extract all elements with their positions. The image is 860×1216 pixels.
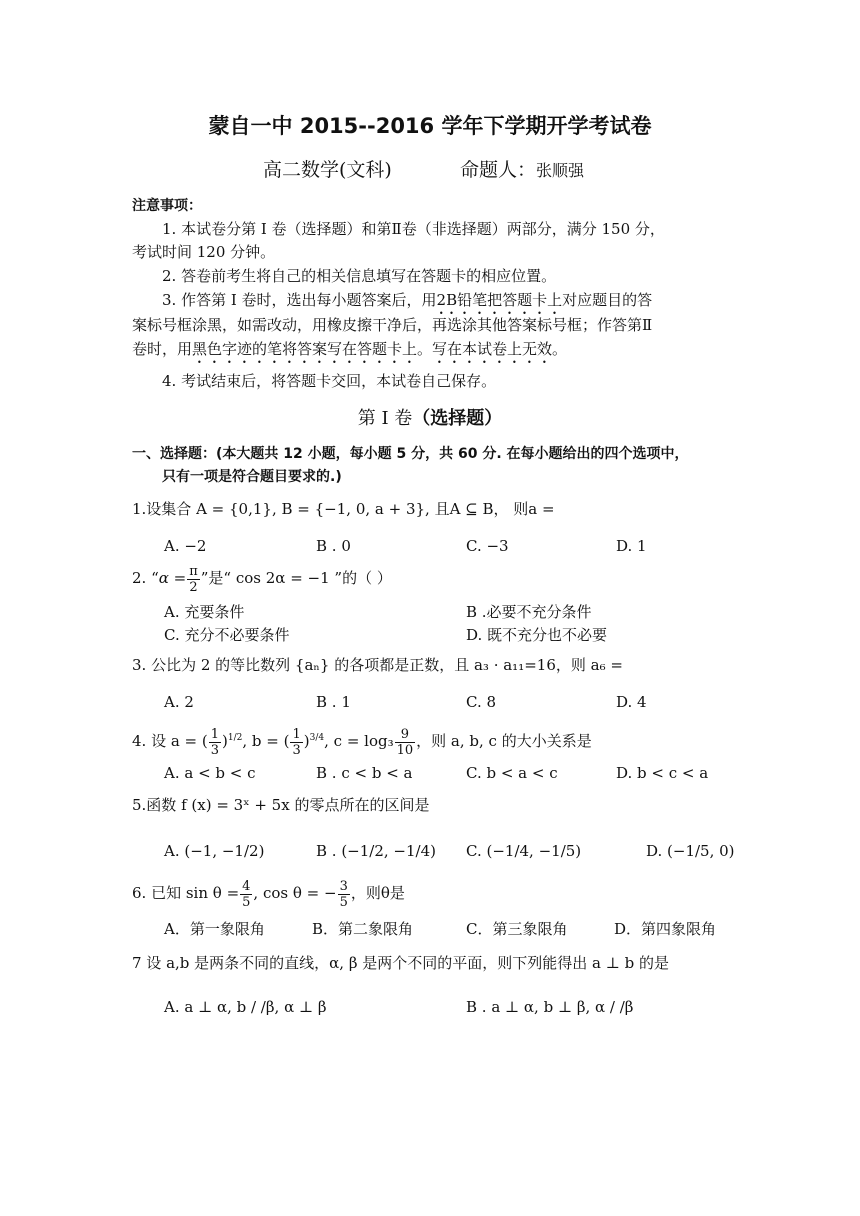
question-3-option-d: D. 4 <box>616 693 647 711</box>
fraction-numerator: 3 <box>339 878 348 894</box>
question-2-option-a: A. 充要条件 <box>164 603 245 621</box>
notice-item-2: 2. 答卷前考生将自己的相关信息填写在答题卡的相应位置。 <box>162 267 557 285</box>
question-4-option-c: C. b < a < c <box>466 764 558 782</box>
notice-heading: 注意事项： <box>132 198 202 214</box>
fraction-numerator: 1 <box>210 726 220 742</box>
notice-item-4: 4. 考试结束后，将答题卡交回，本试卷自己保存。 <box>162 372 497 390</box>
question-7-option-a: A. a ⊥ α, b / /β, α ⊥ β <box>164 998 327 1016</box>
question-2-alpha: α = <box>158 569 187 587</box>
notice-item-3c-pre: 卷时，用 <box>132 340 193 358</box>
question-4-option-b: B . c < b < a <box>316 764 413 782</box>
notice-item-1b: 考试时间 120 分钟。 <box>132 243 276 261</box>
question-6-option-c: C．第三象限角 <box>466 920 568 938</box>
question-6-fraction-2 <box>338 879 350 910</box>
question-5-option-b: B . (−1/2, −1/4) <box>316 842 436 860</box>
question-6-stem <box>132 875 405 911</box>
question-4-stem-mid-2: , c = log₃ <box>324 732 394 750</box>
question-2-option-c: C. 充分不必要条件 <box>164 626 290 644</box>
question-3-option-b: B . 1 <box>316 693 351 711</box>
author-line <box>460 160 584 181</box>
question-4-fraction-2 <box>290 727 302 758</box>
question-4-option-a: A. a < b < c <box>164 764 256 782</box>
question-5-option-c: C. (−1/4, −1/5) <box>466 842 582 860</box>
question-6-option-b: B．第二象限角 <box>312 920 414 938</box>
question-6-stem-mid: , cos θ = − <box>253 884 337 902</box>
question-6-option-d: D．第四象限角 <box>614 920 717 938</box>
notice-item-3a-emphasis: 2B铅笔把答题卡上 <box>436 291 563 309</box>
fraction-numerator: π <box>189 563 198 579</box>
section-title-type: （选择题） <box>412 408 503 429</box>
question-1-stem: 1.设集合 A = {0,1}, B = {−1, 0, a + 3}, 且A ⊆ B， 则a = <box>132 500 555 518</box>
question-3-stem: 3. 公比为 2 的等比数列 {aₙ} 的各项都是正数，且 a₃ · a₁₁=16，则 a₆ = <box>132 656 623 674</box>
question-2-option-b: B .必要不充分条件 <box>466 603 592 621</box>
section-instruction-b: 只有一项是符合题目要求的.) <box>162 469 342 485</box>
exam-title: 蒙自一中 2015--2016 学年下学期开学考试卷 <box>208 114 652 138</box>
question-4-stem-pre: 4. 设 a = ( <box>132 732 208 750</box>
question-4-stem-mid-1: , b = ( <box>242 732 290 750</box>
question-4-exponent-2: 3/4 <box>309 733 325 743</box>
section-instruction-a: 一、选择题：(本大题共 12 小题，每小题 5 分，共 60 分. 在每小题给出的四个选项中， <box>132 446 689 462</box>
question-4-fraction-1 <box>209 727 221 758</box>
question-1-option-d: D. 1 <box>616 537 647 555</box>
question-6-stem-pre: 6. 已知 sin θ = <box>132 884 240 902</box>
notice-item-3a-pre: 3. 作答第 I 卷时，选出每小题答案后，用 <box>162 291 437 309</box>
question-1-option-c: C. −3 <box>466 537 509 555</box>
question-4-fraction-3 <box>395 727 416 758</box>
question-1-option-b: B . 0 <box>316 537 351 555</box>
question-4-stem-post: ，则 a, b, c 的大小关系是 <box>416 732 592 750</box>
notice-item-3c <box>132 339 567 367</box>
author-label: 命题人： <box>460 159 537 181</box>
question-7-option-b: B . a ⊥ α, b ⊥ β, α / /β <box>466 998 634 1016</box>
notice-item-3b: 案标号框涂黑，如需改动，用橡皮擦干净后，再选涂其他答案标号框；作答第Ⅱ <box>132 316 653 334</box>
question-4-exponent-1: 1/2 <box>227 733 243 743</box>
question-6-fraction-1 <box>240 879 252 910</box>
question-2-stem-a: 2. “ <box>132 569 159 587</box>
question-2-option-d: D. 既不充分也不必要 <box>466 626 608 644</box>
fraction-denominator: 2 <box>189 579 198 595</box>
fraction-numerator: 1 <box>292 726 301 742</box>
section-title-roman: 第 I 卷 <box>357 408 413 429</box>
question-3-option-a: A. 2 <box>164 693 194 711</box>
question-3-option-c: C. 8 <box>466 693 497 711</box>
notice-item-3a <box>162 290 652 318</box>
question-5-option-d: D. (−1/5, 0) <box>646 842 735 860</box>
question-6-option-a: A．第一象限角 <box>164 920 265 938</box>
question-4-stem: 4. 设 a = ( $\frac{1}{3}$ )$^{1/2}$, b = ( $\frac{1}{3}$ )$^{3/4}$, c = log₃ $\frac{9}{10}$ ，则 a, b, c 的大小关系是 <box>132 726 592 758</box>
question-7-stem: 7 设 a,b 是两条不同的直线，α, β 是两个不同的平面，则下列能得出 a ⊥ b 的是 <box>132 954 669 972</box>
notice-item-3c-post: 。 <box>552 340 568 358</box>
section-title <box>0 409 860 429</box>
question-2-stem-b: ”是“ cos 2α = −1 ”的（ ） <box>200 569 392 587</box>
question-2-stem <box>132 561 392 595</box>
subject-label: 高二数学(文科) <box>263 159 392 181</box>
fraction-denominator: 3 <box>210 742 220 758</box>
fraction-denominator: 10 <box>396 742 414 758</box>
fraction-denominator: 3 <box>292 742 301 758</box>
fraction-denominator: 5 <box>242 894 251 910</box>
notice-item-1a: 1. 本试卷分第 I 卷（选择题）和第Ⅱ卷（非选择题）两部分，满分 150 分， <box>162 220 665 238</box>
fraction-numerator: 4 <box>242 878 251 894</box>
fraction-denominator: 5 <box>339 894 348 910</box>
question-5-stem: 5.函数 f (x) = 3ˣ + 5x 的零点所在的区间是 <box>132 796 430 814</box>
question-5-option-a: A. (−1, −1/2) <box>164 842 265 860</box>
notice-item-3a-post: 对应题目的答 <box>562 291 653 309</box>
notice-item-3c-emphasis: 黑色字迹的笔将答案写在答题卡上。写在本试卷上无效 <box>192 340 553 358</box>
question-2-fraction <box>187 564 200 595</box>
author-name: 张顺强 <box>536 161 585 180</box>
question-6-stem-post: ，则θ是 <box>350 884 405 902</box>
question-1-option-a: A. −2 <box>164 537 207 555</box>
fraction-numerator: 9 <box>395 727 416 743</box>
question-4-option-d: D. b < c < a <box>616 764 709 782</box>
